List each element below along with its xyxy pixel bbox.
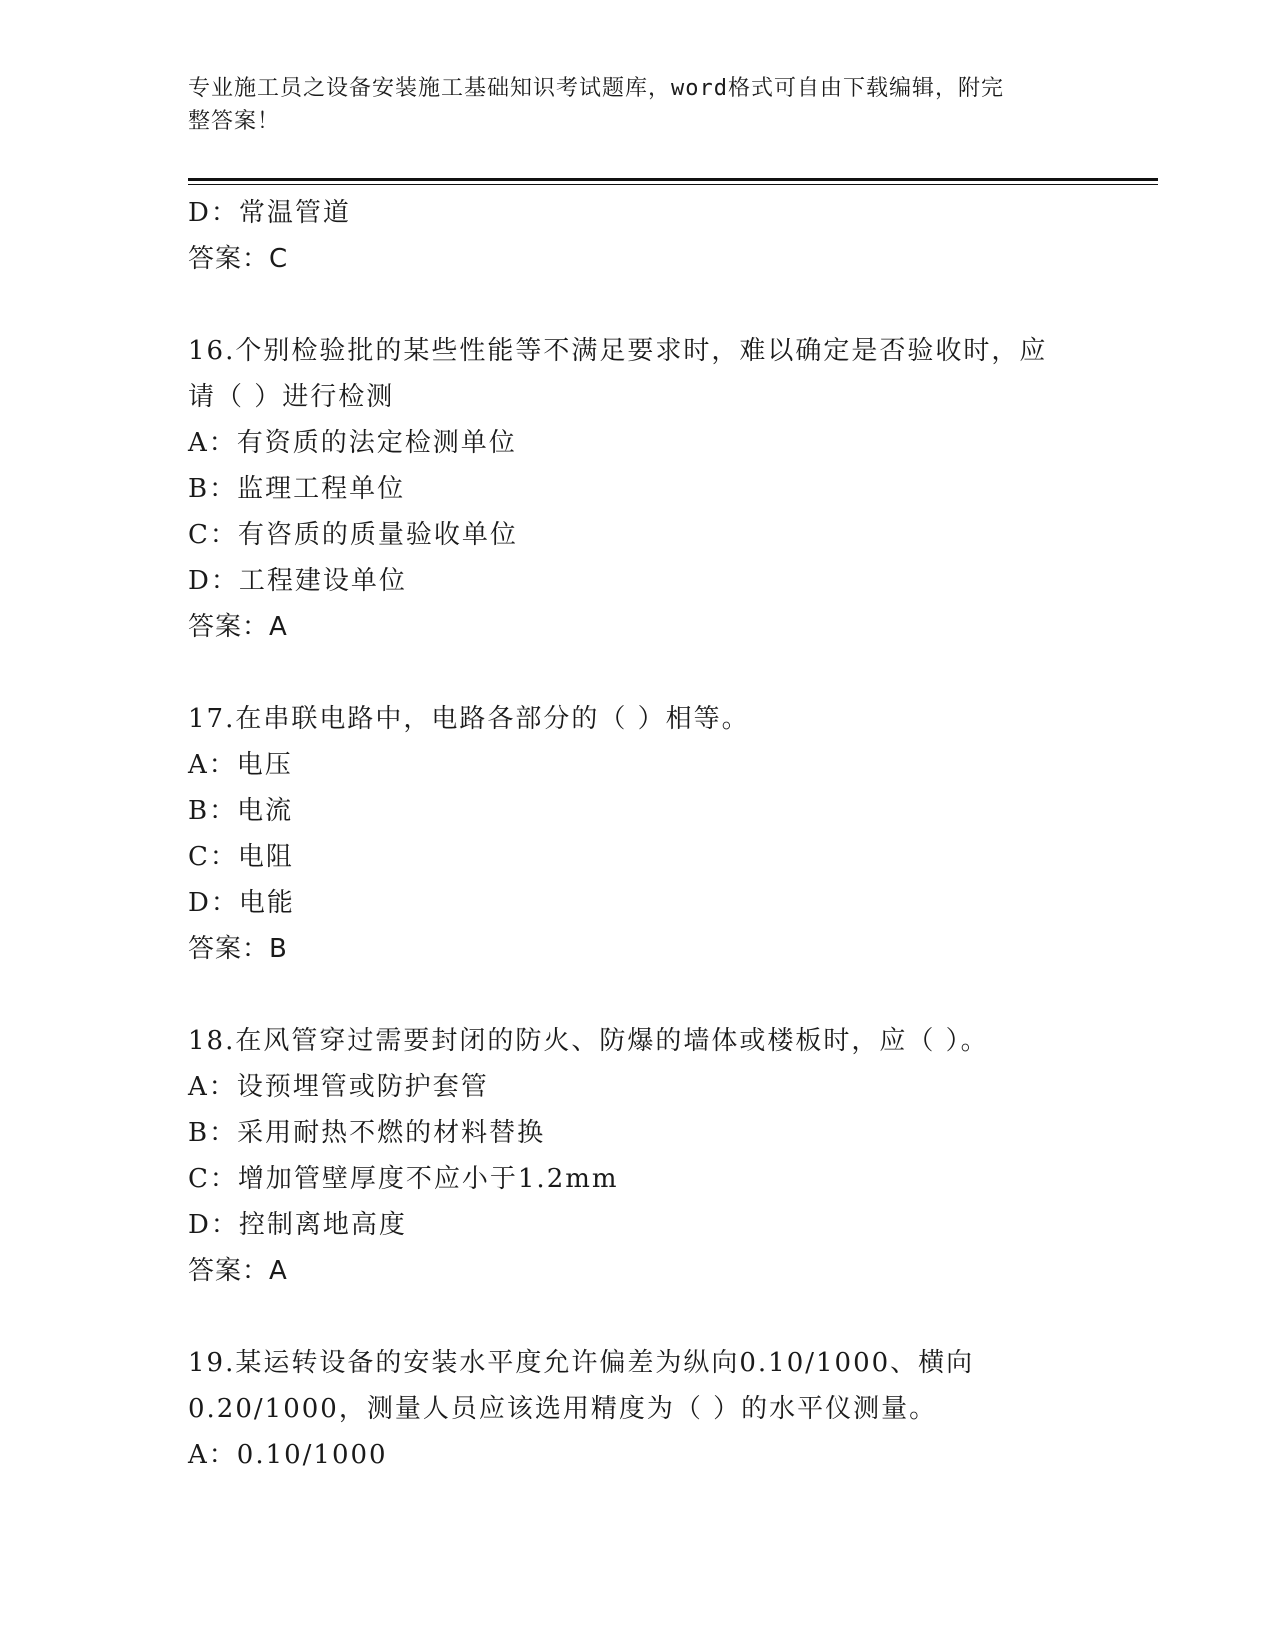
question-17 <box>188 696 1088 972</box>
question-stem: 18.在风管穿过需要封闭的防火、防爆的墙体或楼板时，应（ ）。 <box>188 1026 989 1056</box>
header-divider-thick <box>188 178 1158 181</box>
option-b: B：电流 <box>188 796 294 826</box>
header-divider-thin <box>188 184 1158 185</box>
question-19 <box>188 1340 1088 1478</box>
option-a: A：电压 <box>188 750 293 780</box>
previous-question-tail <box>188 190 1088 282</box>
question-stem: 16.个别检验批的某些性能等不满足要求时，难以确定是否验收时，应 <box>188 336 1048 366</box>
option-d: D：电能 <box>188 888 295 918</box>
question-stem-cont: 0.20/1000，测量人员应该选用精度为（ ）的水平仪测量。 <box>188 1394 938 1424</box>
option-b: B：采用耐热不燃的材料替换 <box>188 1118 546 1148</box>
option-d: D：常温管道 <box>188 198 351 228</box>
answer-line: 答案：A <box>188 612 288 642</box>
question-stem: 19.某运转设备的安装水平度允许偏差为纵向0.10/1000、横向 <box>188 1348 975 1378</box>
option-c: C：增加管壁厚度不应小于1.2mm <box>188 1164 619 1194</box>
question-18 <box>188 1018 1088 1294</box>
answer-line: 答案：C <box>188 244 289 274</box>
option-b: B：监理工程单位 <box>188 474 406 504</box>
option-a: A：0.10/1000 <box>188 1440 388 1470</box>
option-c: C：有咨质的质量验收单位 <box>188 520 518 550</box>
answer-line: 答案：B <box>188 934 288 964</box>
document-body <box>188 190 1088 1478</box>
header-title-line2: 整答案！ <box>188 109 281 134</box>
option-d: D：控制离地高度 <box>188 1210 407 1240</box>
option-c: C：电阻 <box>188 842 294 872</box>
document-header <box>188 72 1068 138</box>
answer-line: 答案：A <box>188 1256 288 1286</box>
question-16 <box>188 328 1088 650</box>
header-title-line1: 专业施工员之设备安装施工基础知识考试题库，word格式可自由下载编辑，附完 <box>188 76 1004 101</box>
question-stem-cont: 请（ ）进行检测 <box>188 382 395 412</box>
option-d: D：工程建设单位 <box>188 566 407 596</box>
option-a: A：设预埋管或防护套管 <box>188 1072 489 1102</box>
option-a: A：有资质的法定检测单位 <box>188 428 517 458</box>
question-stem: 17.在串联电路中，电路各部分的（ ）相等。 <box>188 704 750 734</box>
